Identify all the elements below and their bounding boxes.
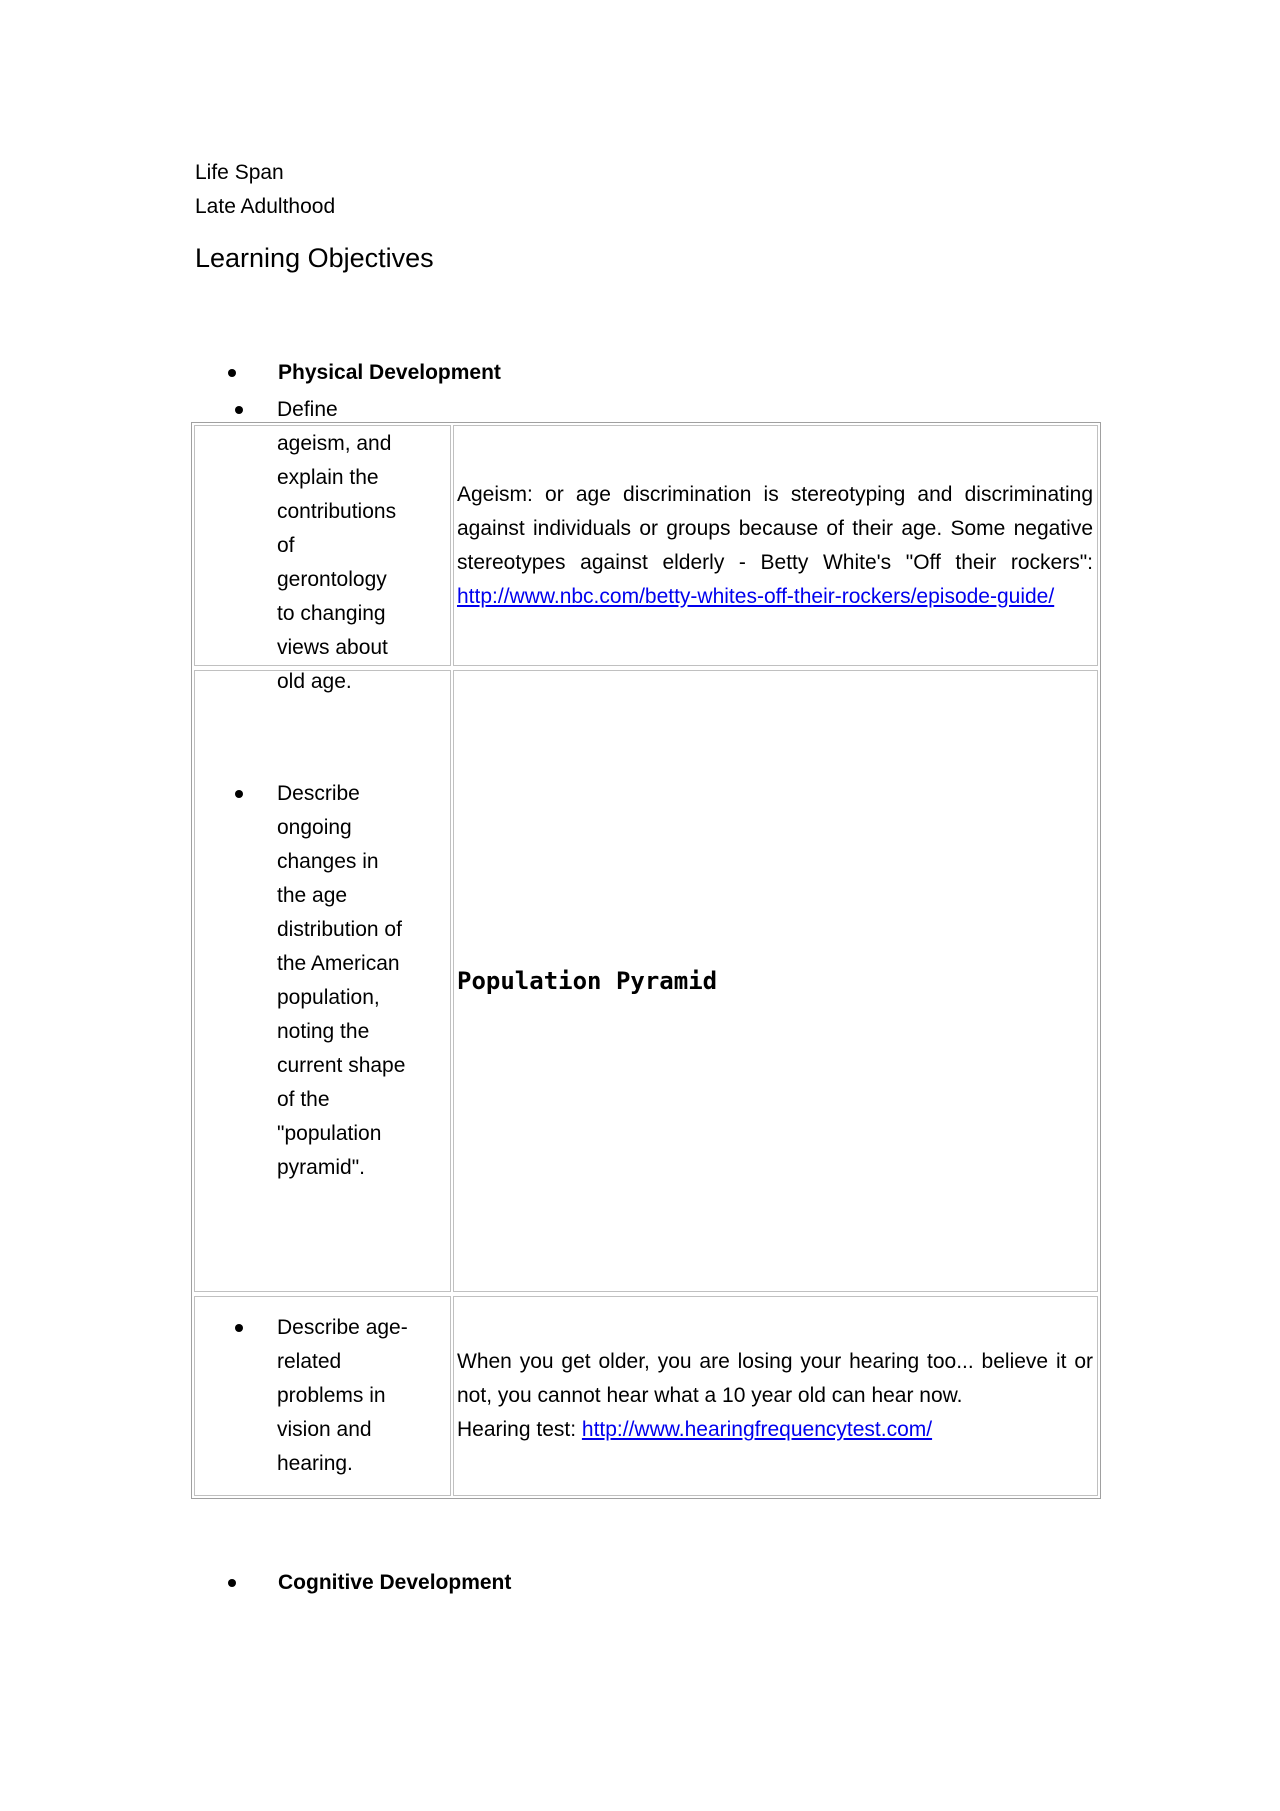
betty-white-link[interactable]: http://www.nbc.com/betty-whites-off-their-rockers/episode-guide/ [457, 584, 1055, 608]
section-physical-development [228, 360, 501, 386]
description-cell [453, 1296, 1098, 1496]
section-label: Physical Development [278, 361, 501, 384]
table-row [194, 397, 1098, 693]
objective-item [235, 777, 411, 1185]
learning-objectives-heading: Learning Objectives [195, 243, 434, 273]
objective-text: Define ageism, and explain the contributions of gerontology to changing views about old age. [277, 397, 397, 693]
bullet-icon [235, 406, 243, 414]
objective-item [235, 393, 403, 699]
population-pyramid-title: Population Pyramid [457, 967, 718, 995]
objective-cell [194, 670, 451, 1292]
objectives-table [191, 397, 1101, 1499]
section-label: Cognitive Development [278, 1571, 512, 1594]
hearing-test-line [457, 1413, 1093, 1447]
objective-cell [194, 397, 451, 693]
bullet-icon [228, 1579, 236, 1587]
chapter-title: Late Adulthood [195, 195, 336, 218]
section-cognitive-development [228, 1570, 511, 1596]
description-cell [453, 670, 1098, 1292]
course-title: Life Span [195, 161, 284, 184]
table-row [194, 670, 1098, 1292]
description [457, 478, 1093, 614]
objective-item [235, 1311, 411, 1481]
description-cell [453, 425, 1098, 666]
description-text: Ageism: or age discrimination is stereotyping and discriminating against individuals or groups because of their age. Some negative stereotypes against elderly - Betty White's "Off their rockers": [457, 482, 1093, 574]
bullet-icon [235, 790, 243, 798]
table-row [194, 1296, 1098, 1496]
bullet-icon [228, 369, 236, 377]
objective-text: Describe ongoing changes in the age distribution of the American population, noting the current shape of the "population pyramid". [277, 782, 406, 1179]
objective-cell [194, 1296, 451, 1496]
hearing-test-label: Hearing test: [457, 1418, 577, 1441]
hearing-test-link[interactable]: http://www.hearingfrequencytest.com/ [581, 1418, 933, 1441]
description-text: When you get older, you are losing your hearing too... believe it or not, you cannot hear what a 10 year old can hear now. [457, 1350, 1093, 1407]
objective-text: Describe age-related problems in vision and hearing. [277, 1316, 408, 1475]
bullet-icon [235, 1324, 243, 1332]
description [457, 1345, 1093, 1447]
